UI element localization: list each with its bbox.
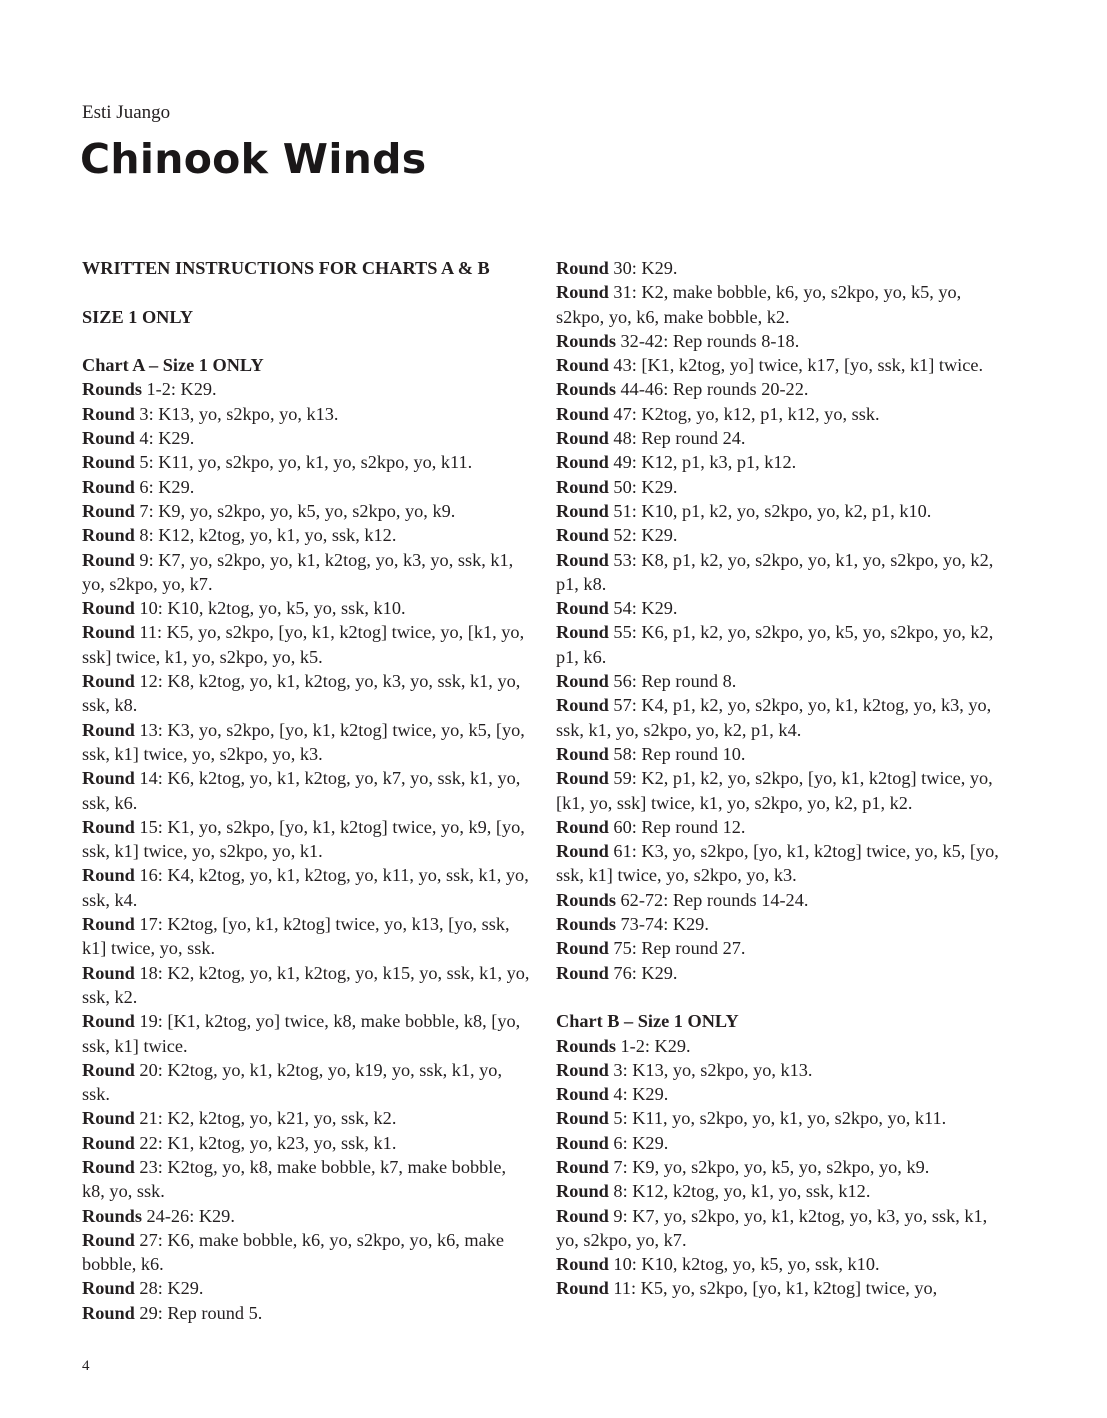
round-label: Rounds (556, 330, 616, 351)
round-text: 6: K29. (608, 1132, 669, 1153)
round-text: 31: K2, make bobble, k6, yo, s2kpo, yo, k5, yo, s2kpo, yo, k6, make bobble, k2. (556, 282, 962, 327)
round-label: Round (556, 1181, 609, 1202)
round-text: 57: K4, p1, k2, yo, s2kpo, yo, k1, k2tog, yo, k3, yo, ssk, k1, yo, s2kpo, yo, k2, p1, k4. (556, 695, 992, 740)
round-label: Round (556, 500, 609, 521)
round-text: 14: K6, k2tog, yo, k1, k2tog, yo, k7, yo, ssk, k1, yo, ssk, k6. (82, 768, 521, 813)
round-text: 47: K2tog, yo, k12, p1, k12, yo, ssk. (608, 403, 880, 424)
round-instruction (556, 815, 1002, 839)
left-column (82, 256, 530, 1325)
round-text: 49: K12, p1, k3, p1, k12. (608, 452, 797, 473)
round-instruction (82, 1131, 530, 1155)
round-label: Round (556, 1084, 609, 1105)
round-label: Round (82, 1229, 135, 1250)
round-instruction (556, 1155, 1002, 1179)
round-text: 56: Rep round 8. (608, 671, 737, 692)
round-label: Round (556, 841, 609, 862)
round-label: Rounds (556, 1035, 616, 1056)
round-label: Round (82, 1059, 135, 1080)
section-heading: WRITTEN INSTRUCTIONS FOR CHARTS A & B (82, 258, 490, 278)
round-text: 11: K5, yo, s2kpo, [yo, k1, k2tog] twice, yo, (608, 1278, 938, 1299)
round-instruction (82, 377, 530, 401)
round-label: Round (82, 1132, 135, 1153)
round-label: Round (556, 1059, 609, 1080)
round-label: Round (82, 403, 135, 424)
round-text: 24-26: K29. (141, 1205, 235, 1226)
round-text: 10: K10, k2tog, yo, k5, yo, ssk, k10. (134, 598, 406, 619)
round-label: Round (556, 938, 609, 959)
round-instruction (556, 596, 1002, 620)
round-instruction (556, 912, 1002, 936)
author-name: Esti Juango (82, 102, 171, 123)
round-instruction (82, 1155, 530, 1204)
round-label: Rounds (82, 379, 142, 400)
round-label: Round (556, 525, 609, 546)
round-instruction (82, 1058, 530, 1107)
round-text: 76: K29. (608, 962, 678, 983)
round-label: Round (82, 719, 135, 740)
round-text: 3: K13, yo, s2kpo, yo, k13. (134, 403, 339, 424)
round-text: 7: K9, yo, s2kpo, yo, k5, yo, s2kpo, yo, k9. (134, 500, 456, 521)
round-label: Round (82, 1108, 135, 1129)
round-instruction (82, 912, 530, 961)
round-instruction (82, 1106, 530, 1130)
round-instruction (556, 450, 1002, 474)
round-text: 48: Rep round 24. (608, 428, 746, 449)
round-label: Round (556, 1205, 609, 1226)
round-text: 13: K3, yo, s2kpo, [yo, k1, k2tog] twice, yo, k5, [yo, ssk, k1] twice, yo, s2kpo, yo, k3. (82, 719, 525, 764)
round-instruction (82, 499, 530, 523)
round-text: 30: K29. (608, 258, 678, 278)
round-text: 52: K29. (608, 525, 678, 546)
round-text: 22: K1, k2tog, yo, k23, yo, ssk, k1. (134, 1132, 397, 1153)
round-text: 4: K29. (608, 1084, 669, 1105)
round-instruction (556, 1058, 1002, 1082)
round-label: Round (82, 865, 135, 886)
round-text: 27: K6, make bobble, k6, yo, s2kpo, yo, k6, make bobble, k6. (82, 1229, 504, 1275)
round-text: 3: K13, yo, s2kpo, yo, k13. (608, 1059, 813, 1080)
round-label: Round (82, 768, 135, 789)
round-instruction (82, 596, 530, 620)
round-instruction (556, 1204, 1002, 1253)
round-label: Round (82, 525, 135, 546)
round-label: Round (556, 622, 609, 643)
round-label: Round (556, 258, 609, 278)
round-label: Round (82, 452, 135, 473)
page-title: Chinook Winds (80, 135, 427, 183)
round-label: Round (82, 1302, 135, 1323)
round-text: 1-2: K29. (615, 1035, 691, 1056)
round-label: Round (82, 1156, 135, 1177)
round-instruction (82, 1228, 530, 1277)
round-text: 10: K10, k2tog, yo, k5, yo, ssk, k10. (608, 1254, 880, 1275)
round-text: 11: K5, yo, s2kpo, [yo, k1, k2tog] twice, yo, [k1, yo, ssk] twice, k1, yo, s2kpo, yo, k5. (82, 622, 525, 667)
round-label: Round (82, 816, 135, 837)
round-label: Round (82, 598, 135, 619)
round-label: Rounds (556, 379, 616, 400)
round-label: Round (82, 1011, 135, 1032)
round-label: Round (82, 671, 135, 692)
round-label: Round (82, 500, 135, 521)
round-instruction (82, 815, 530, 864)
round-label: Round (556, 768, 609, 789)
round-text: 73-74: K29. (615, 914, 709, 935)
round-label: Round (82, 622, 135, 643)
paragraph-gap (556, 985, 1002, 1009)
round-text: 1-2: K29. (141, 379, 217, 400)
page-number: 4 (82, 1358, 90, 1374)
round-instruction (82, 450, 530, 474)
round-text: 53: K8, p1, k2, yo, s2kpo, yo, k1, yo, s2kpo, yo, k2, p1, k8. (556, 549, 994, 594)
round-instruction (556, 402, 1002, 426)
round-instruction (82, 620, 530, 669)
round-label: Round (556, 549, 609, 570)
round-text: 8: K12, k2tog, yo, k1, yo, ssk, k12. (608, 1181, 871, 1202)
round-text: 60: Rep round 12. (608, 816, 746, 837)
round-instruction (556, 839, 1002, 888)
round-instruction (82, 548, 530, 597)
round-instruction (82, 523, 530, 547)
round-label: Round (82, 962, 135, 983)
section-heading: SIZE 1 ONLY (82, 306, 194, 327)
round-label: Round (556, 816, 609, 837)
round-label: Round (556, 476, 609, 497)
round-label: Rounds (82, 1205, 142, 1226)
round-instruction (556, 280, 1002, 329)
round-label: Rounds (556, 914, 616, 935)
round-text: 55: K6, p1, k2, yo, s2kpo, yo, k5, yo, s2kpo, yo, k2, p1, k6. (556, 622, 994, 667)
round-instruction (556, 329, 1002, 353)
round-instruction (556, 1034, 1002, 1058)
round-instruction (82, 863, 530, 912)
round-label: Round (82, 428, 135, 449)
round-instruction (556, 426, 1002, 450)
round-instruction (556, 1082, 1002, 1106)
round-label: Round (556, 962, 609, 983)
round-label: Round (556, 598, 609, 619)
round-instruction (556, 1252, 1002, 1276)
round-instruction (82, 718, 530, 767)
round-label: Round (556, 403, 609, 424)
round-instruction (556, 669, 1002, 693)
round-text: 44-46: Rep rounds 20-22. (615, 379, 809, 400)
round-instruction (556, 1276, 1002, 1300)
round-label: Round (82, 914, 135, 935)
paragraph-gap (82, 329, 530, 353)
round-text: 43: [K1, k2tog, yo] twice, k17, [yo, ssk, k1] twice. (608, 355, 984, 376)
round-label: Round (556, 282, 609, 303)
round-text: 23: K2tog, yo, k8, make bobble, k7, make bobble, k8, yo, ssk. (82, 1156, 507, 1202)
round-text: 4: K29. (134, 428, 195, 449)
round-text: 9: K7, yo, s2kpo, yo, k1, k2tog, yo, k3, yo, ssk, k1, yo, s2kpo, yo, k7. (556, 1205, 988, 1250)
round-text: 28: K29. (134, 1278, 204, 1299)
round-instruction (556, 1106, 1002, 1130)
round-label: Round (556, 1156, 609, 1177)
round-text: 29: Rep round 5. (134, 1302, 263, 1323)
round-text: 50: K29. (608, 476, 678, 497)
round-instruction (556, 353, 1002, 377)
round-label: Round (556, 428, 609, 449)
round-instruction (556, 620, 1002, 669)
round-instruction (82, 961, 530, 1010)
round-label: Round (556, 743, 609, 764)
round-text: 12: K8, k2tog, yo, k1, k2tog, yo, k3, yo, ssk, k1, yo, ssk, k8. (82, 671, 521, 716)
round-instruction (556, 475, 1002, 499)
round-text: 19: [K1, k2tog, yo] twice, k8, make bobble, k8, [yo, ssk, k1] twice. (82, 1011, 521, 1056)
round-text: 58: Rep round 10. (608, 743, 746, 764)
round-instruction (556, 961, 1002, 985)
round-instruction (556, 766, 1002, 815)
round-text: 5: K11, yo, s2kpo, yo, k1, yo, s2kpo, yo, k11. (608, 1108, 947, 1129)
round-text: 20: K2tog, yo, k1, k2tog, yo, k19, yo, ssk, k1, yo, ssk. (82, 1059, 503, 1105)
section-heading: Chart B – Size 1 ONLY (556, 1011, 739, 1032)
round-instruction (556, 888, 1002, 912)
round-text: 32-42: Rep rounds 8-18. (615, 330, 800, 351)
section-heading: Chart A – Size 1 ONLY (82, 355, 264, 376)
round-instruction (556, 548, 1002, 597)
round-instruction (82, 766, 530, 815)
round-instruction (556, 693, 1002, 742)
round-instruction (556, 936, 1002, 960)
round-label: Round (556, 1132, 609, 1153)
round-instruction (556, 742, 1002, 766)
round-instruction (556, 1179, 1002, 1203)
round-text: 9: K7, yo, s2kpo, yo, k1, k2tog, yo, k3, yo, ssk, k1, yo, s2kpo, yo, k7. (82, 549, 514, 594)
round-instruction (556, 256, 1002, 280)
round-label: Round (556, 1254, 609, 1275)
round-instruction (82, 1009, 530, 1058)
round-text: 75: Rep round 27. (608, 938, 746, 959)
round-text: 15: K1, yo, s2kpo, [yo, k1, k2tog] twice, yo, k9, [yo, ssk, k1] twice, yo, s2kpo, yo, k1. (82, 816, 525, 862)
round-text: 61: K3, yo, s2kpo, [yo, k1, k2tog] twice, yo, k5, [yo, ssk, k1] twice, yo, s2kpo, yo, k3. (556, 841, 999, 886)
round-text: 54: K29. (608, 598, 678, 619)
right-column (556, 256, 1002, 1301)
round-label: Rounds (556, 889, 616, 910)
round-label: Round (556, 452, 609, 473)
round-text: 8: K12, k2tog, yo, k1, yo, ssk, k12. (134, 525, 397, 546)
round-label: Round (556, 671, 609, 692)
round-text: 5: K11, yo, s2kpo, yo, k1, yo, s2kpo, yo, k11. (134, 452, 473, 473)
paragraph-gap (82, 280, 530, 304)
round-instruction (82, 475, 530, 499)
round-instruction (556, 377, 1002, 401)
round-instruction (556, 523, 1002, 547)
round-instruction (82, 402, 530, 426)
round-label: Round (82, 549, 135, 570)
round-instruction (556, 1131, 1002, 1155)
round-text: 21: K2, k2tog, yo, k21, yo, ssk, k2. (134, 1108, 397, 1129)
round-instruction (82, 669, 530, 718)
round-label: Round (82, 1278, 135, 1299)
round-instruction (82, 1301, 530, 1325)
round-text: 6: K29. (134, 476, 195, 497)
round-instruction (556, 499, 1002, 523)
round-text: 16: K4, k2tog, yo, k1, k2tog, yo, k11, yo, ssk, k1, yo, ssk, k4. (82, 865, 529, 910)
round-text: 59: K2, p1, k2, yo, s2kpo, [yo, k1, k2tog] twice, yo, [k1, yo, ssk] twice, k1, yo, s2kpo, yo, k2, p1, k2. (556, 768, 993, 813)
round-text: 7: K9, yo, s2kpo, yo, k5, yo, s2kpo, yo, k9. (608, 1156, 930, 1177)
round-instruction (82, 1204, 530, 1228)
round-text: 62-72: Rep rounds 14-24. (615, 889, 809, 910)
round-text: 17: K2tog, [yo, k1, k2tog] twice, yo, k13, [yo, ssk, k1] twice, yo, ssk. (82, 914, 510, 959)
round-instruction (82, 1276, 530, 1300)
round-label: Round (556, 355, 609, 376)
round-label: Round (82, 476, 135, 497)
round-text: 18: K2, k2tog, yo, k1, k2tog, yo, k15, yo, ssk, k1, yo, ssk, k2. (82, 962, 530, 1007)
round-label: Round (556, 695, 609, 716)
round-text: 51: K10, p1, k2, yo, s2kpo, yo, k2, p1, k10. (608, 500, 932, 521)
round-instruction (82, 426, 530, 450)
round-label: Round (556, 1108, 609, 1129)
round-label: Round (556, 1278, 609, 1299)
